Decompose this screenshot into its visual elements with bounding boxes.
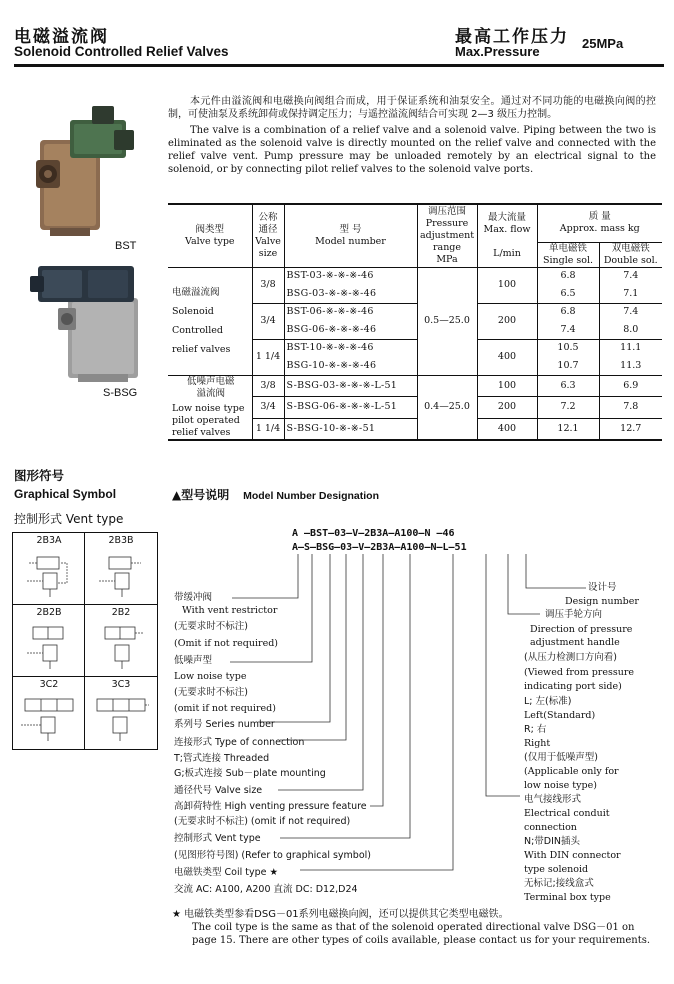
note-en: The coil type is the same as that of the solenoid operated directional valve DSG－01 on page 15. There are other types of coils available, please contact us for your requirements.: [192, 922, 651, 946]
annotation-left-cn: L; 左(标准): [524, 696, 572, 707]
annotation-ac-dc: 交流 AC: A100, A200 直流 DC: D12,D24: [174, 884, 358, 895]
annotation-valve-size: 通径代号 Valve size: [174, 785, 263, 796]
size-cell: 3/8: [252, 375, 284, 396]
annotation-refer-symbol: (见图形符号图) (Refer to graphical symbol): [174, 850, 371, 861]
annotation-vent-type: 控制形式 Vent type: [174, 833, 261, 844]
annotation-conduit-cn: 电气接线形式: [524, 794, 582, 805]
annotation-omit2-cn: (无要求时不标注): [174, 687, 248, 698]
single-mass-cell: 12.1: [537, 418, 599, 440]
double-mass-cell: 12.7: [599, 418, 662, 440]
single-mass-cell: 7.4: [537, 321, 599, 339]
annotation-viewed-cn: (从压力检测口方向看): [524, 652, 617, 663]
size-cell: 3/4: [252, 303, 284, 339]
symbol-cell: [13, 605, 85, 677]
annotation-coil-type: 电磁铁类型 Coil type ★: [174, 867, 279, 878]
annotation-vent-restrictor-cn: 带缓冲阀: [174, 592, 213, 603]
max-pressure-label-cn: 最高工作压力: [455, 27, 569, 47]
annotation-design-number-en: Design number: [565, 596, 639, 607]
annotation-handle-direction-en-2: adjustment handle: [530, 637, 620, 648]
symbol-cell: [85, 605, 157, 677]
double-mass-cell: 6.9: [599, 375, 662, 396]
s-bsg-valve-photo: [28, 258, 146, 386]
symbol-label: 2B3B: [108, 535, 134, 546]
symbol-cell: [85, 533, 157, 605]
symbol-label: 2B2: [111, 607, 131, 618]
bst-valve-photo: [30, 100, 140, 240]
single-mass-cell: 10.7: [537, 357, 599, 375]
annotation-subplate: G;板式连接 Sub－plate mounting: [174, 768, 326, 779]
annotation-terminal-box-cn: 无标记;接线盒式: [524, 878, 594, 889]
max-pressure-value: 25MPa: [582, 36, 624, 51]
annotation-left-en: Left(Standard): [524, 710, 596, 721]
header-flow-unit: L/min: [477, 242, 537, 267]
annotation-din-en-2: type solenoid: [524, 864, 589, 875]
model-designation-title: ▲型号说明 Model Number Designation: [172, 488, 380, 502]
s-bsg-photo-caption: S-BSG: [103, 387, 138, 399]
group1-range: 0.5—25.0: [417, 267, 477, 375]
max-pressure-label-en: Max.Pressure: [455, 44, 540, 59]
single-mass-cell: 10.5: [537, 339, 599, 357]
graphical-symbol-title-en: Graphical Symbol: [14, 487, 117, 501]
flow-cell: 400: [477, 339, 537, 375]
model-cell: BSG-10-※-※-※-46: [284, 357, 417, 375]
annotation-design-number-cn: 设计号: [588, 582, 617, 593]
annotation-conduit-en-1: Electrical conduit: [524, 808, 610, 819]
double-mass-cell: 8.0: [599, 321, 662, 339]
symbol-2b2b-icon: [23, 623, 75, 671]
annotation-connection-type: 连接形式 Type of connection: [174, 737, 305, 748]
header-mass: 质 量 Approx. mass kg: [537, 204, 662, 242]
double-mass-cell: 7.4: [599, 267, 662, 285]
symbol-label: 3C2: [39, 679, 59, 690]
symbol-2b2-icon: [95, 623, 147, 671]
annotation-low-noise-only-cn: (仅用于低噪声型): [524, 752, 598, 763]
flow-cell: 400: [477, 418, 537, 440]
intro-text: [168, 95, 656, 176]
page-title-en: Solenoid Controlled Relief Valves: [14, 44, 229, 59]
annotation-series-number: 系列号 Series number: [174, 719, 275, 730]
symbol-3c3-icon: [91, 695, 151, 745]
annotation-din-en-1: With DIN connector: [524, 850, 621, 861]
single-mass-cell: 6.8: [537, 303, 599, 321]
model-cell: S-BSG-10-※-※-51: [284, 418, 417, 440]
model-cell: BST-06-※-※-※-46: [284, 303, 417, 321]
intro-cn: 本元件由溢流阀和电磁换向阀组合而成，用于保证系统和油泵安全。通过对不同功能的电磁换向阀的控制，可使油泵及系统卸荷或保持调定压力；与遥控溢流阀结合可实现 2—3 级压力控制。: [168, 96, 656, 120]
annotation-omit3: (无要求时不标注) (omit if not required): [174, 816, 351, 827]
double-mass-cell: 7.1: [599, 285, 662, 303]
symbol-2b3a-icon: [23, 551, 75, 599]
annotation-viewed-en-1: (Viewed from pressure: [524, 667, 634, 678]
model-cell: BSG-03-※-※-※-46: [284, 285, 417, 303]
header-flow: 最大流量 Max. flow: [477, 204, 537, 242]
annotation-low-noise-cn: 低噪声型: [174, 655, 213, 666]
model-cell: BST-03-※-※-※-46: [284, 267, 417, 285]
header-divider: [14, 64, 664, 67]
flow-cell: 200: [477, 303, 537, 339]
header-single: 单电磁铁 Single sol.: [537, 242, 599, 267]
size-cell: 1 1/4: [252, 418, 284, 440]
double-mass-cell: 11.1: [599, 339, 662, 357]
model-cell: S-BSG-06-※-※-※-L-51: [284, 396, 417, 418]
symbol-label: 3C3: [111, 679, 131, 690]
vent-type-label: 控制形式 Vent type: [14, 512, 124, 526]
model-cell: BSG-06-※-※-※-46: [284, 321, 417, 339]
symbol-cell: [85, 677, 157, 749]
single-mass-cell: 6.3: [537, 375, 599, 396]
group2-type: 低噪声电磁 溢流阀 Low noise type pilot operated relief valves: [168, 375, 252, 440]
annotation-omit2-en: (omit if not required): [174, 703, 276, 714]
page-title-cn: 电磁溢流阀: [14, 27, 109, 47]
note-cn: ★ 电磁铁类型参看DSG－01系列电磁换向阀，还可以提供其它类型电磁铁。: [172, 909, 509, 920]
symbol-label: 2B3A: [36, 535, 62, 546]
flow-cell: 100: [477, 375, 537, 396]
model-cell: S-BSG-03-※-※-※-L-51: [284, 375, 417, 396]
graphical-symbol-title-cn: 图形符号: [14, 468, 65, 483]
header-size: 公称通径 Valve size: [252, 204, 284, 267]
size-cell: 3/4: [252, 396, 284, 418]
annotation-low-noise-only-en-2: low noise type): [524, 780, 597, 791]
annotation-omit-en: (Omit if not required): [174, 638, 278, 649]
symbol-2b3b-icon: [95, 551, 147, 599]
annotation-low-noise-only-en-1: (Applicable only for: [524, 766, 619, 777]
symbol-grid: [12, 532, 158, 750]
header-double: 双电磁铁 Double sol.: [599, 242, 662, 267]
model-code-line-1: A —BST—03—V—2B3A—A100—N —46: [292, 528, 455, 539]
annotation-right-cn: R; 右: [524, 724, 547, 735]
annotation-din-cn: N;带DIN插头: [524, 836, 581, 847]
single-mass-cell: 6.5: [537, 285, 599, 303]
annotation-low-noise-en: Low noise type: [174, 671, 247, 682]
annotation-terminal-box-en: Terminal box type: [524, 892, 611, 903]
symbol-cell: [13, 677, 85, 749]
double-mass-cell: 7.4: [599, 303, 662, 321]
annotation-handle-direction-en-1: Direction of pressure: [530, 624, 633, 635]
group1-type: 电磁溢流阀 Solenoid Controlled relief valves: [168, 267, 252, 375]
coil-type-note: [172, 908, 662, 947]
single-mass-cell: 6.8: [537, 267, 599, 285]
double-mass-cell: 11.3: [599, 357, 662, 375]
size-cell: 3/8: [252, 267, 284, 303]
single-mass-cell: 7.2: [537, 396, 599, 418]
flow-cell: 200: [477, 396, 537, 418]
model-cell: BST-10-※-※-※-46: [284, 339, 417, 357]
annotation-viewed-en-2: indicating port side): [524, 681, 622, 692]
spec-table: [168, 203, 662, 441]
symbol-3c2-icon: [19, 695, 79, 745]
annotation-handle-direction-cn: 调压手轮方向: [545, 609, 603, 620]
header-range: 调压范围 Pressure adjustment range MPa: [417, 204, 477, 267]
header-valve-type: 阀类型 Valve type: [168, 204, 252, 267]
annotation-right-en: Right: [524, 738, 551, 749]
annotation-conduit-en-2: connection: [524, 822, 577, 833]
model-code-line-2: A—S—BSG—03—V—2B3A—A100—N—L—51: [292, 542, 467, 553]
flow-cell: 100: [477, 267, 537, 303]
annotation-omit-cn: (无要求时不标注): [174, 621, 248, 632]
annotation-high-venting: 高卸荷特性 High venting pressure feature: [174, 801, 367, 812]
symbol-cell: [13, 533, 85, 605]
annotation-threaded: T;管式连接 Threaded: [174, 753, 270, 764]
annotation-vent-restrictor-en: With vent restrictor: [182, 605, 278, 616]
size-cell: 1 1/4: [252, 339, 284, 375]
symbol-label: 2B2B: [36, 607, 62, 618]
double-mass-cell: 7.8: [599, 396, 662, 418]
header-model: 型 号 Model number: [284, 204, 417, 267]
intro-en: The valve is a combination of a relief valve and a solenoid valve. Piping between the two is eliminated as the solenoid valve is directly mounted on the relief valve and connected with the relief valve vent. Pump pressure may be unloaded remotely by an electrical signal to the solenoid, or by connecting pilot relief valves to the solenoid valve ports.: [168, 125, 656, 175]
group2-range: 0.4—25.0: [417, 375, 477, 440]
bst-photo-caption: BST: [115, 240, 137, 252]
